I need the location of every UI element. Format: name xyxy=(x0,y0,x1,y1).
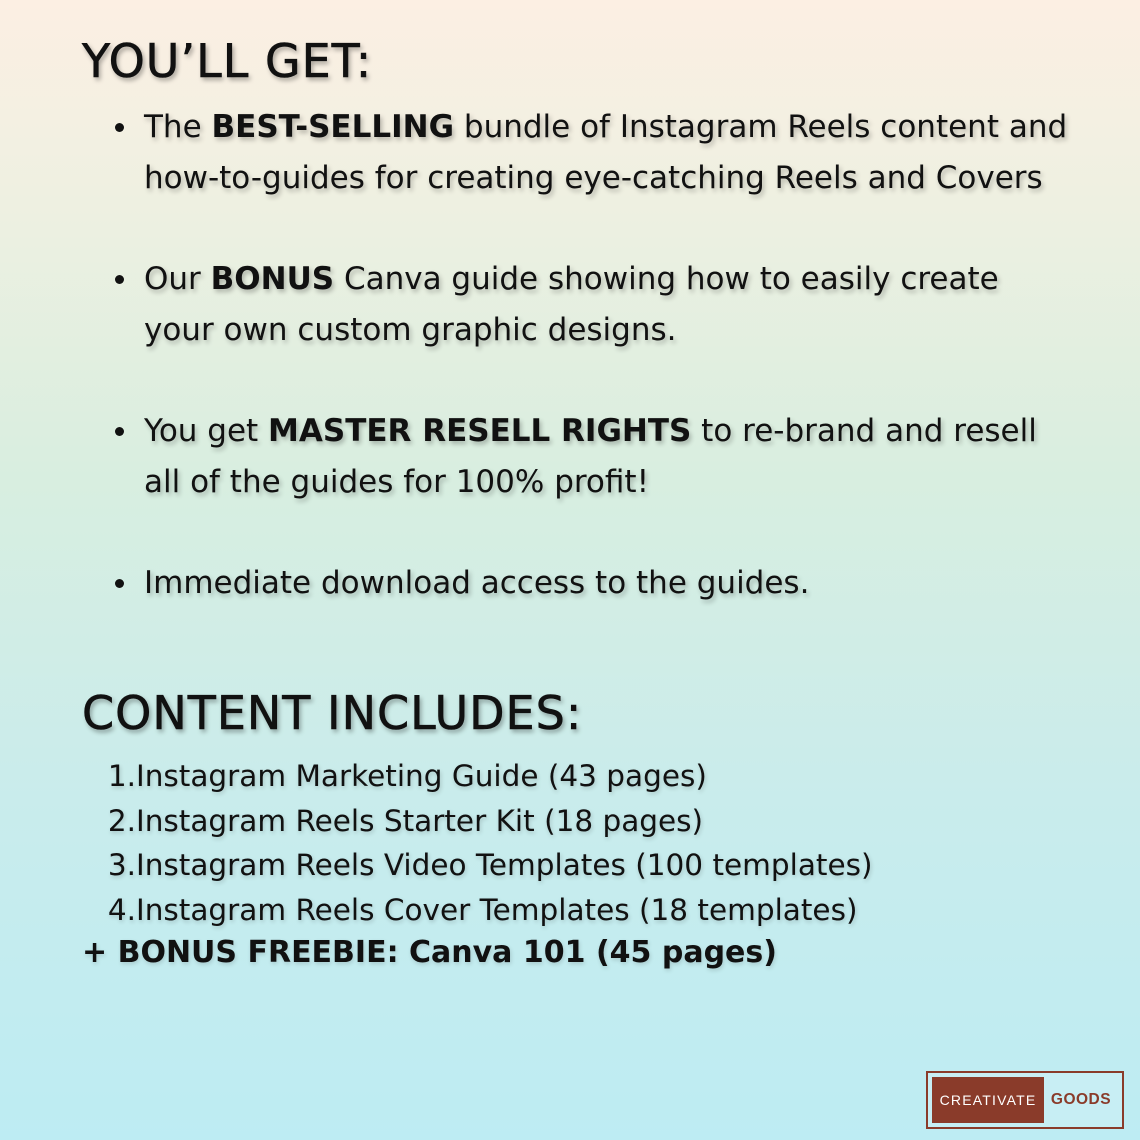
creativate-goods-logo xyxy=(926,1071,1124,1129)
benefit-item-download: Immediate download access to the guides. xyxy=(112,558,1072,609)
benefit-highlight: BEST-SELLING xyxy=(211,109,455,145)
content-includes-heading: CONTENT INCLUDES: xyxy=(82,686,583,740)
content-item-number: 1. xyxy=(107,759,136,793)
benefit-highlight: MASTER RESELL RIGHTS xyxy=(268,413,692,449)
benefit-item-resell-rights: You get MASTER RESELL RIGHTS to re-brand and resell all of the guides for 100% profit! xyxy=(112,406,1072,507)
content-item-number: 3. xyxy=(107,848,136,883)
content-item xyxy=(82,754,873,799)
logo-text-goods: GOODS xyxy=(1050,1091,1112,1108)
content-item-text: Instagram Reels Video Templates (100 templates) xyxy=(136,848,873,883)
content-list xyxy=(82,754,873,933)
content-item-number: 2. xyxy=(107,803,136,838)
benefits-list xyxy=(112,102,1072,660)
benefit-highlight: BONUS xyxy=(210,261,335,297)
bonus-freebie-line: + BONUS FREEBIE: Canva 101 (45 pages) xyxy=(82,935,777,970)
content-item xyxy=(82,888,873,933)
content-item xyxy=(82,799,873,844)
content-item-text: Instagram Reels Cover Templates (18 templates) xyxy=(136,893,858,928)
content-item xyxy=(82,843,873,888)
logo-text-creativate: CREATIVATE xyxy=(932,1077,1044,1123)
benefit-item-bonus: Our BONUS Canva guide showing how to easily create your own custom graphic designs. xyxy=(112,254,1072,355)
content-item-text: Instagram Marketing Guide (43 pages) xyxy=(136,759,707,793)
youll-get-heading: YOU’LL GET: xyxy=(82,34,373,88)
benefit-item-best-selling: The BEST-SELLING bundle of Instagram Reels content and how-to-guides for creating eye-catching Reels and Covers xyxy=(112,102,1072,203)
content-item-text: Instagram Reels Starter Kit (18 pages) xyxy=(136,803,704,838)
content-item-number: 4. xyxy=(107,893,136,928)
